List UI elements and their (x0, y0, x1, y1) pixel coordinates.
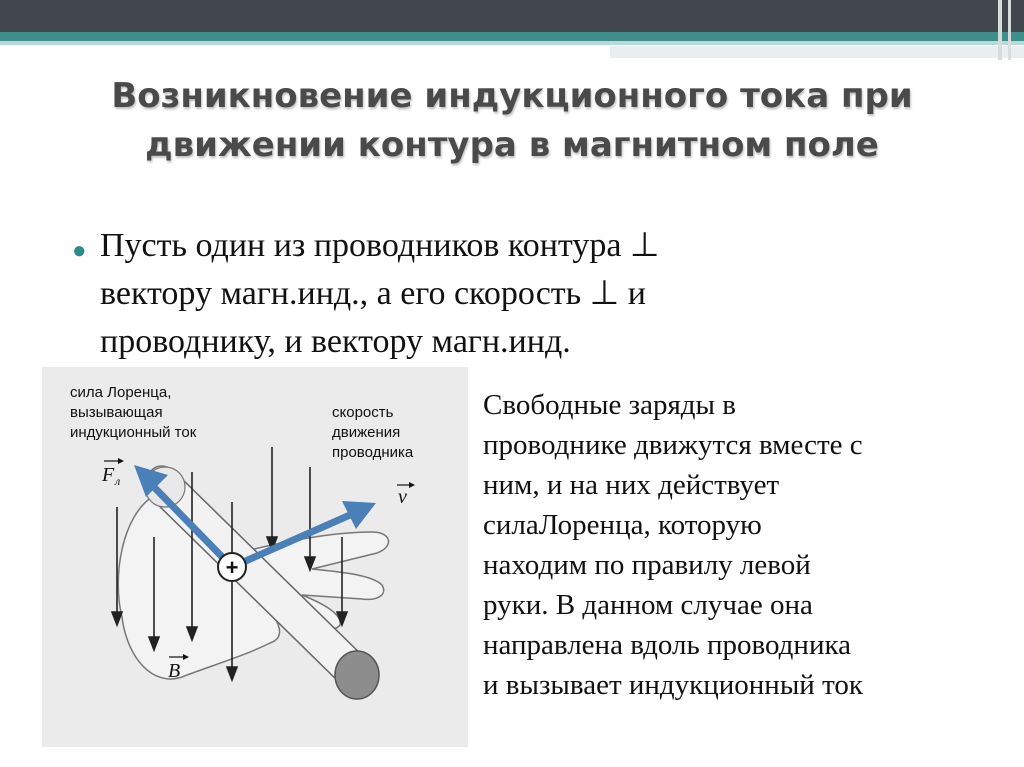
header-edge-line (998, 0, 1002, 60)
bullet-line-3: проводнику, и вектору магн.инд. (100, 323, 571, 360)
header-teal-bar (0, 32, 1024, 41)
header-dark-bar (0, 0, 1024, 32)
charge-sign: + (225, 555, 239, 580)
header-edge-line-2 (1008, 0, 1011, 60)
figure-label-force: сила Лоренца, вызывающая индукционный ток (70, 384, 197, 441)
svg-text:F: F (102, 464, 115, 486)
bullet-dot-icon: ● (72, 238, 87, 264)
lorentz-force-figure (42, 367, 468, 747)
title-line-2: движении контура в магнитном поле (145, 125, 879, 165)
bullet-line-1: Пусть один из проводников контура ⊥ (100, 227, 660, 264)
explanation-text (483, 385, 1003, 705)
header-light-bar (0, 41, 1024, 45)
bullet-text (100, 222, 852, 366)
header-decoration (0, 0, 1024, 60)
bullet-line-2: вектору магн.инд., а его скорость ⊥ и (100, 275, 646, 312)
explanation-line-1: Свободные заряды в (483, 389, 736, 421)
slide-title (60, 72, 964, 170)
explanation-line-2: проводнике движутся вместе с (483, 429, 863, 461)
explanation-line-8: и вызывает индукционный ток (483, 669, 863, 701)
title-line-1: Возникновение индукционного тока при (111, 76, 913, 116)
conductor-end (335, 651, 379, 699)
explanation-line-7: направлена вдоль проводника (483, 629, 851, 661)
explanation-line-3: ним, и на них действует (483, 469, 780, 501)
svg-text:B: B (168, 660, 181, 682)
svg-text:v: v (398, 486, 407, 508)
explanation-line-4: силаЛоренца, которую (483, 509, 762, 541)
explanation-line-6: руки. В данном случае она (483, 589, 813, 621)
figure-label-speed: скорость движения проводника (332, 404, 414, 461)
svg-text:л: л (115, 474, 121, 488)
explanation-line-5: находим по правилу левой (483, 549, 811, 581)
header-right-stripe (610, 46, 1024, 58)
